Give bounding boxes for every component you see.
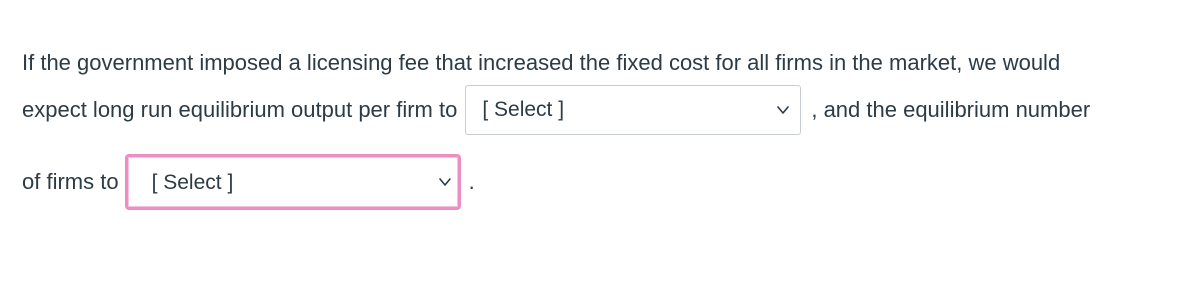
output-per-firm-select[interactable] [465,85,801,135]
question-line-2-text: expect long run equilibrium output per firm to [22,97,458,122]
chevron-down-icon [776,103,790,117]
question-line-3 [22,154,475,210]
number-of-firms-select-value: [ Select ] [151,171,234,194]
chevron-down-icon [438,175,452,189]
question-line-1 [22,46,1060,80]
number-of-firms-select[interactable] [125,154,461,210]
question-line-2 [22,82,1090,138]
question-line-2-tail: , and the equilibrium number [811,97,1091,122]
output-per-firm-select-value: [ Select ] [482,98,565,121]
question-line-3-text: of firms to [22,169,119,194]
question-line-3-tail: . [468,169,475,194]
question-line-1-text: If the government imposed a licensing fee that increased the fixed cost for all firms in the market, we would [22,50,1061,75]
